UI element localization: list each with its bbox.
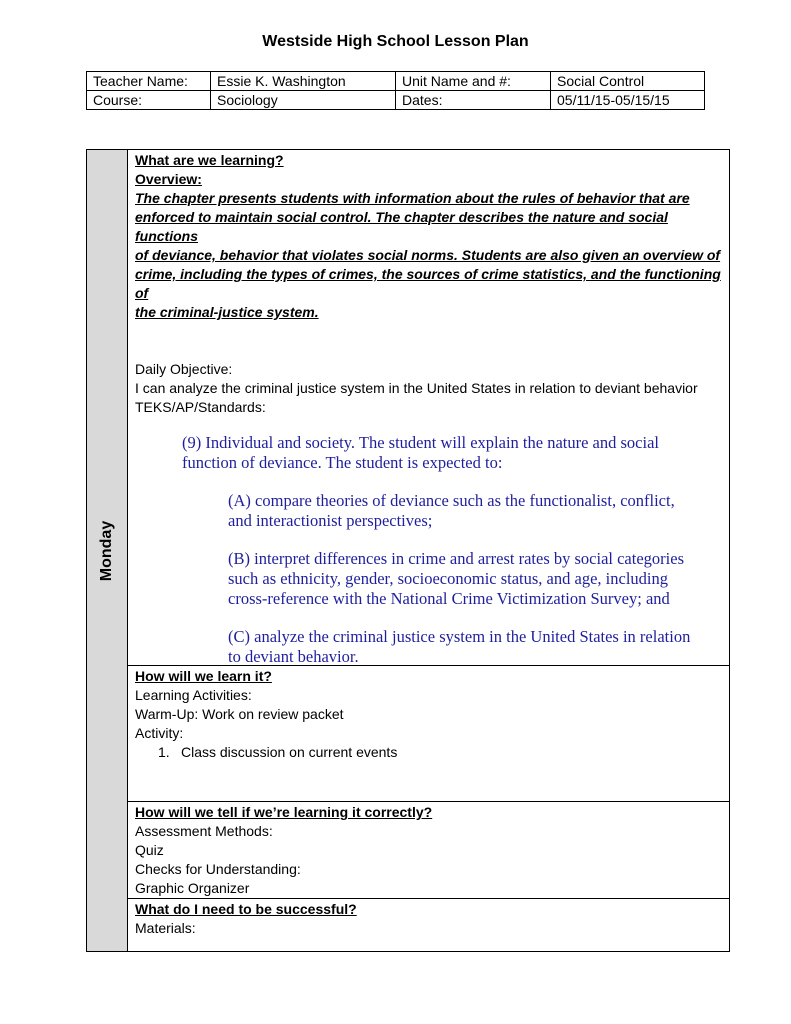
success-section bbox=[128, 899, 729, 951]
standard-line: function of deviance. The student is expected to: bbox=[182, 453, 503, 472]
success-heading: What do I need to be successful? bbox=[135, 901, 357, 917]
teacher-value: Essie K. Washington bbox=[211, 72, 396, 91]
course-value: Sociology bbox=[211, 91, 396, 110]
warmup-text: Warm-Up: Work on review packet bbox=[135, 706, 344, 722]
standard-line: (B) interpret differences in crime and arrest rates by social categories bbox=[228, 549, 684, 568]
overview-line: The chapter presents students with information about the rules of behavior that are bbox=[135, 190, 690, 206]
how-learn-section bbox=[128, 666, 729, 802]
teacher-label: Teacher Name: bbox=[87, 72, 211, 91]
assessment-heading: How will we tell if we’re learning it correctly? bbox=[135, 804, 433, 820]
assessment-section bbox=[128, 802, 729, 899]
activity-label: Activity: bbox=[135, 725, 184, 741]
overview-label: Overview: bbox=[135, 171, 202, 187]
standard-main bbox=[182, 433, 722, 473]
list-item-number: 1. bbox=[158, 744, 170, 760]
standard-line: (9) Individual and society. The student will explain the nature and social bbox=[182, 433, 659, 452]
checks-value: Graphic Organizer bbox=[135, 880, 250, 896]
overview-line: enforced to maintain social control. The chapter describes the nature and social functions bbox=[135, 209, 668, 244]
header-table bbox=[86, 71, 705, 110]
objective-label: Daily Objective: bbox=[135, 361, 233, 377]
header-row-2 bbox=[87, 91, 705, 110]
standard-line: (C) analyze the criminal justice system in the United States in relation bbox=[228, 627, 691, 646]
activities-label: Learning Activities: bbox=[135, 687, 252, 703]
dates-label: Dates: bbox=[396, 91, 551, 110]
how-learn-heading: How will we learn it? bbox=[135, 668, 272, 684]
objective-text: I can analyze the criminal justice system in the United States in relation to deviant behavior bbox=[135, 380, 698, 396]
list-item-text: Class discussion on current events bbox=[181, 744, 398, 760]
course-label: Course: bbox=[87, 91, 211, 110]
standard-line: such as ethnicity, gender, socioeconomic status, and age, including bbox=[228, 569, 668, 588]
standards-label: TEKS/AP/Standards: bbox=[135, 399, 266, 415]
day-column bbox=[87, 150, 128, 951]
standard-a bbox=[228, 491, 722, 531]
page-title: Westside High School Lesson Plan bbox=[262, 33, 529, 50]
learning-heading: What are we learning? bbox=[135, 152, 284, 168]
methods-label: Assessment Methods: bbox=[135, 823, 273, 839]
header-row-1 bbox=[87, 72, 705, 91]
overview-line: of deviance, behavior that violates social norms. Students are also given an overview of bbox=[135, 247, 721, 263]
list-item bbox=[158, 743, 722, 762]
overview-line: the criminal-justice system. bbox=[135, 304, 319, 320]
unit-value: Social Control bbox=[551, 72, 705, 91]
learning-section bbox=[128, 150, 729, 666]
standard-c bbox=[228, 627, 722, 667]
lesson-content bbox=[128, 150, 729, 951]
dates-value: 05/11/15-05/15/15 bbox=[551, 91, 705, 110]
standard-line: (A) compare theories of deviance such as the functionalist, conflict, bbox=[228, 491, 675, 510]
standard-line: cross-reference with the National Crime Victimization Survey; and bbox=[228, 589, 670, 608]
methods-value: Quiz bbox=[135, 842, 164, 858]
day-label: Monday bbox=[98, 520, 115, 582]
checks-label: Checks for Understanding: bbox=[135, 861, 301, 877]
standard-line: and interactionist perspectives; bbox=[228, 511, 433, 530]
lesson-table bbox=[86, 149, 730, 952]
overview-text bbox=[135, 189, 722, 322]
overview-line: crime, including the types of crimes, the sources of crime statistics, and the functioning of bbox=[135, 266, 721, 301]
materials-label: Materials: bbox=[135, 920, 196, 936]
unit-label: Unit Name and #: bbox=[396, 72, 551, 91]
standard-line: to deviant behavior. bbox=[228, 647, 359, 666]
standard-b bbox=[228, 549, 722, 609]
